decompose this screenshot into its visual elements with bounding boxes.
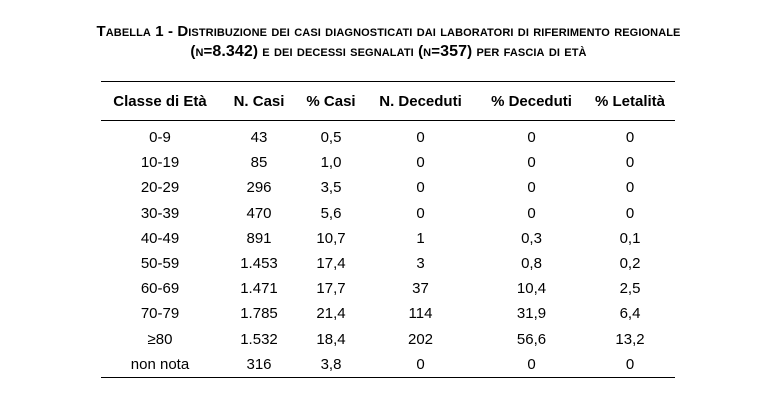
cell-n-deaths: 3	[416, 255, 425, 273]
cell-n-deaths: 37	[412, 280, 429, 298]
cell-pct-deaths: 0	[527, 154, 536, 172]
cases-total: 8.342	[212, 43, 253, 60]
cell-pct-lethality: 0	[625, 179, 635, 197]
cell-age-class: 30-39	[140, 204, 180, 222]
caption-text-2b: ) e dei decessi segnalati (n=	[252, 43, 441, 60]
table-row	[101, 327, 675, 352]
cell-pct-lethality: 2,5	[619, 280, 641, 298]
cell-pct-lethality: 0	[625, 129, 635, 147]
header-n-cases: N. Casi	[233, 92, 285, 110]
header-row	[101, 82, 675, 121]
caption-line-1	[0, 22, 777, 42]
cell-pct-lethality: 0	[625, 154, 635, 172]
cell-n-cases: 316	[246, 355, 272, 373]
cell-age-class: 70-79	[140, 305, 180, 323]
cell-n-deaths: 1	[416, 229, 425, 247]
cell-n-deaths: 202	[407, 330, 434, 348]
cell-age-class: 50-59	[140, 255, 180, 273]
data-table-container	[101, 81, 675, 378]
cell-pct-deaths: 0,8	[521, 255, 542, 273]
cell-n-cases: 296	[246, 179, 272, 197]
cell-pct-cases: 3,5	[320, 179, 342, 197]
cell-age-class: 60-69	[140, 280, 180, 298]
caption-text-2a: (n=	[190, 43, 213, 60]
cell-n-deaths: 0	[416, 204, 425, 222]
header-pct-cases: % Casi	[306, 92, 356, 110]
cell-pct-cases: 17,7	[316, 280, 346, 298]
caption-prefix: Tabella 1 -	[96, 23, 178, 40]
age-distribution-table	[101, 81, 675, 378]
table-row	[101, 226, 675, 251]
table-body	[101, 121, 675, 378]
cell-age-class: 0-9	[149, 129, 171, 147]
cell-pct-deaths: 0	[527, 129, 536, 147]
table-row	[101, 276, 675, 301]
cell-age-class: 10-19	[140, 154, 180, 172]
table-row	[101, 121, 675, 151]
cell-n-cases: 85	[250, 154, 268, 172]
cell-pct-lethality: 0	[625, 204, 635, 222]
cell-pct-cases: 0,5	[320, 129, 342, 147]
cell-pct-cases: 1,0	[320, 154, 342, 172]
cell-pct-deaths: 56,6	[516, 330, 547, 348]
cell-age-class: 20-29	[140, 179, 180, 197]
cell-n-cases: 1.453	[240, 255, 278, 273]
cell-age-class: ≥80	[147, 330, 173, 348]
cell-n-deaths: 0	[416, 154, 425, 172]
table-row	[101, 201, 675, 226]
caption-text-1: Distribuzione dei casi diagnosticati dai laboratori di riferimento regionale	[177, 23, 681, 40]
cell-n-deaths: 0	[416, 355, 425, 373]
cell-pct-lethality: 13,2	[615, 330, 645, 348]
table-row	[101, 251, 675, 276]
cell-age-class: non nota	[130, 355, 190, 373]
cell-n-cases: 1.785	[240, 305, 278, 323]
caption-text-2c: ) per fascia di età	[467, 43, 587, 60]
cell-n-deaths: 114	[408, 305, 433, 323]
table-row	[101, 352, 675, 378]
cell-n-deaths: 0	[416, 179, 425, 197]
cell-pct-deaths: 0,3	[521, 229, 542, 247]
cell-n-deaths: 0	[416, 129, 425, 147]
table-row	[101, 301, 675, 326]
cell-n-cases: 43	[250, 129, 268, 147]
cell-pct-cases: 5,6	[320, 204, 342, 222]
cell-pct-lethality: 0,1	[619, 229, 641, 247]
cell-pct-lethality: 0	[625, 355, 635, 373]
cell-pct-cases: 17,4	[316, 255, 346, 273]
cell-pct-cases: 18,4	[316, 330, 346, 348]
cell-n-cases: 1.471	[240, 280, 278, 298]
cell-pct-lethality: 0,2	[619, 255, 641, 273]
cell-pct-deaths: 0	[527, 179, 536, 197]
header-pct-deaths: % Deceduti	[491, 92, 572, 110]
cell-n-cases: 1.532	[240, 330, 278, 348]
cell-age-class: 40-49	[140, 229, 180, 247]
cell-pct-cases: 3,8	[320, 355, 342, 373]
table-row	[101, 150, 675, 175]
table-caption	[0, 22, 777, 62]
header-age-class: Classe di Età	[113, 92, 207, 110]
cell-pct-deaths: 31,9	[516, 305, 547, 323]
cell-pct-deaths: 0	[527, 204, 536, 222]
cell-pct-lethality: 6,4	[619, 305, 641, 323]
cell-pct-cases: 10,7	[316, 229, 346, 247]
cell-n-cases: 470	[246, 204, 272, 222]
cell-n-cases: 891	[246, 229, 272, 247]
table-row	[101, 175, 675, 200]
deaths-total: 357	[440, 43, 468, 60]
caption-line-2	[0, 42, 777, 62]
header-pct-lethality: % Letalità	[594, 92, 666, 110]
cell-pct-deaths: 10,4	[516, 280, 547, 298]
cell-pct-cases: 21,4	[316, 305, 346, 323]
header-n-deaths: N. Deceduti	[379, 92, 462, 110]
cell-pct-deaths: 0	[527, 355, 536, 373]
